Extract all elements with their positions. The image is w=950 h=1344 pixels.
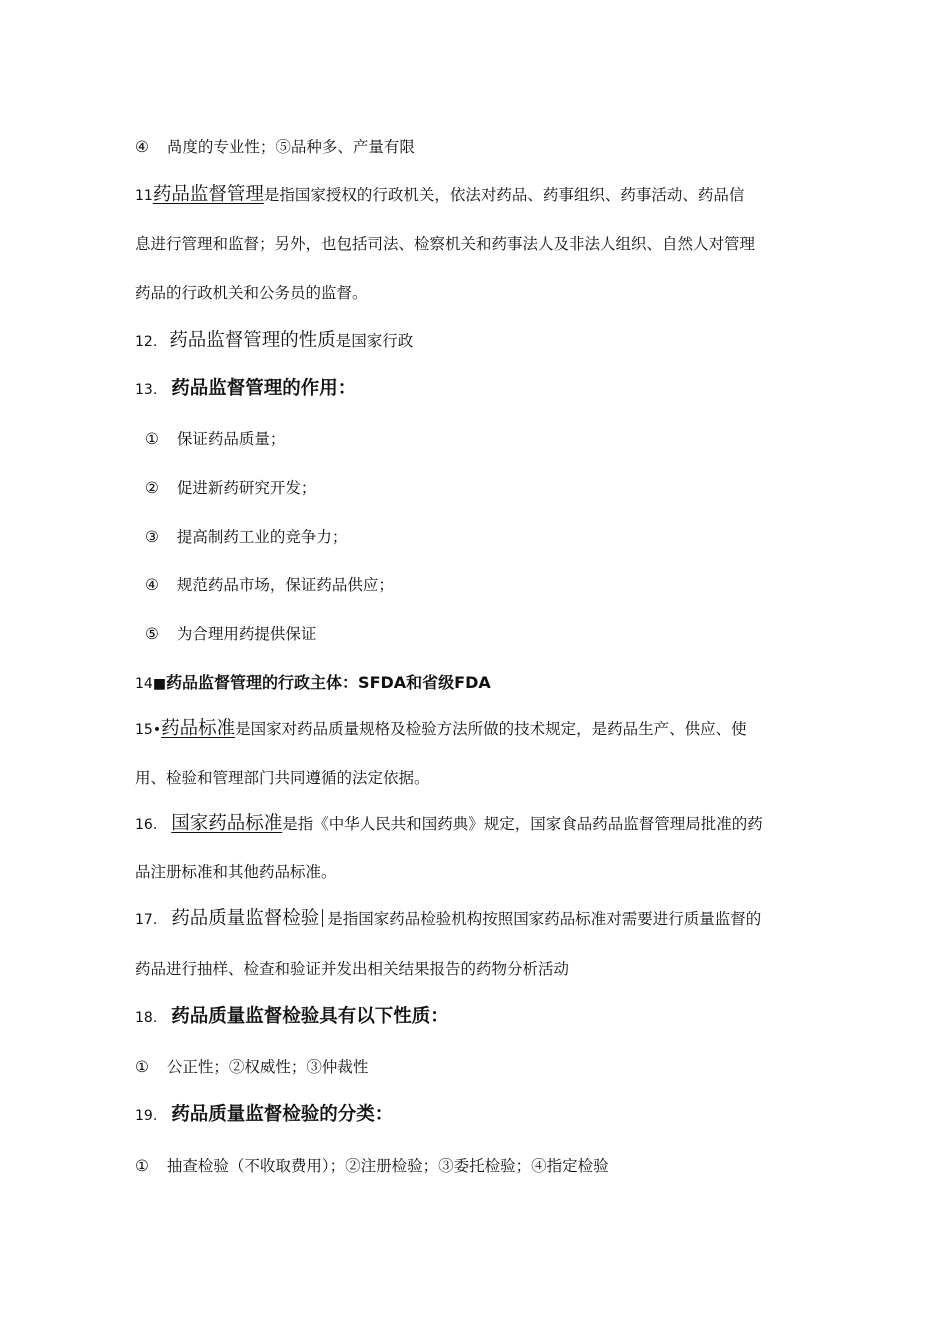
definition-text: 是指国家授权的行政机关，依法对药品、药事组织、药事活动、药品信 bbox=[263, 186, 745, 204]
item-number: 11 bbox=[135, 188, 153, 204]
text-cursor-bar bbox=[322, 909, 323, 927]
list-text: 抽查检验（不收取费用）；②注册检验；③委托检验；④指定检验 bbox=[166, 1157, 609, 1175]
term-national-drug-standard: 国家药品标准 bbox=[171, 813, 283, 834]
list-item bbox=[135, 1155, 825, 1177]
definition-text: 是国家行政 bbox=[335, 332, 414, 350]
list-marker: ① bbox=[145, 430, 159, 448]
term-drug-supervision: 药品监督管理 bbox=[152, 184, 264, 205]
list-marker: ② bbox=[145, 479, 159, 497]
item-number: 19. bbox=[135, 1108, 158, 1124]
definition-text: 用、检验和管理部门共同遵循的法定依据。 bbox=[135, 769, 430, 787]
term-supervision-nature: 药品监督管理的性质 bbox=[169, 330, 336, 351]
item-11 bbox=[135, 184, 825, 207]
term-drug-standard: 药品标准 bbox=[161, 718, 236, 739]
list-marker: ③ bbox=[145, 528, 159, 546]
definition-text: 药品进行抽样、检查和验证并发出相关结果报告的药物分析活动 bbox=[135, 960, 570, 978]
definition-text: 是指《中华人民共和国药典》规定，国家食品药品监督管理局批准的药 bbox=[282, 815, 763, 833]
list-marker: ④ bbox=[145, 576, 159, 594]
item-16 bbox=[135, 813, 825, 836]
list-item bbox=[135, 623, 835, 645]
heading-inspection-nature: 药品质量监督检验具有以下性质： bbox=[171, 1006, 449, 1027]
text-line-continuation bbox=[135, 136, 825, 158]
item-number: 18. bbox=[135, 1010, 158, 1026]
term-quality-inspection: 药品质量监督检验 bbox=[171, 908, 320, 929]
item-number: 14■ bbox=[135, 676, 167, 692]
definition-text: 是国家对药品质量规格及检验方法所做的技术规定，是药品生产、供应、使 bbox=[235, 720, 747, 738]
list-marker: ① bbox=[135, 1157, 149, 1175]
list-item bbox=[135, 1056, 825, 1078]
list-text: 公正性；②权威性；③仲裁性 bbox=[166, 1058, 369, 1076]
list-item bbox=[135, 574, 835, 596]
definition-text: 药品的行政机关和公务员的监督。 bbox=[135, 284, 368, 302]
list-text: 促进新药研究开发； bbox=[176, 479, 317, 497]
item-17 bbox=[135, 908, 825, 931]
item-17-line-2 bbox=[135, 958, 825, 980]
list-text: 提高制药工业的竞争力； bbox=[176, 528, 348, 546]
list-marker: ④ bbox=[135, 138, 149, 156]
heading-inspection-types: 药品质量监督检验的分类： bbox=[171, 1104, 394, 1125]
item-12 bbox=[135, 330, 825, 353]
definition-text: 品注册标准和其他药品标准。 bbox=[135, 863, 337, 881]
item-11-line-3 bbox=[135, 282, 825, 304]
list-item bbox=[135, 526, 835, 548]
item-number: 15• bbox=[135, 722, 162, 738]
list-item bbox=[135, 477, 835, 499]
item-16-line-2 bbox=[135, 861, 825, 883]
item-11-line-2 bbox=[135, 233, 825, 255]
item-19 bbox=[135, 1104, 825, 1127]
list-item bbox=[135, 428, 835, 450]
list-marker: ⑤ bbox=[145, 625, 159, 643]
item-18 bbox=[135, 1006, 825, 1029]
list-text: 为合理用药提供保证 bbox=[176, 625, 317, 643]
item-15 bbox=[135, 718, 825, 741]
item-15-line-2 bbox=[135, 767, 825, 789]
line-text: 咼度的专业性；⑤品种多、产量有限 bbox=[166, 138, 415, 156]
list-text: 保证药品质量； bbox=[176, 430, 286, 448]
definition-text: 是指国家药品检验机构按照国家药品标准对需要进行质量监督的 bbox=[327, 910, 762, 928]
heading-supervision-role: 药品监督管理的作用： bbox=[171, 378, 357, 399]
item-number: 12. bbox=[135, 334, 158, 350]
item-number: 17. bbox=[135, 912, 158, 928]
item-14 bbox=[135, 672, 825, 695]
definition-text: 息进行管理和监督；另外，也包括司法、检察机关和药事法人及非法人组织、自然人对管理 bbox=[135, 235, 756, 253]
list-marker: ① bbox=[135, 1058, 149, 1076]
list-text: 规范药品市场，保证药品供应； bbox=[176, 576, 394, 594]
heading-admin-subject: 药品监督管理的行政主体：SFDA和省级FDA bbox=[166, 673, 491, 692]
item-13 bbox=[135, 378, 825, 401]
item-number: 16. bbox=[135, 817, 158, 833]
item-number: 13. bbox=[135, 382, 158, 398]
